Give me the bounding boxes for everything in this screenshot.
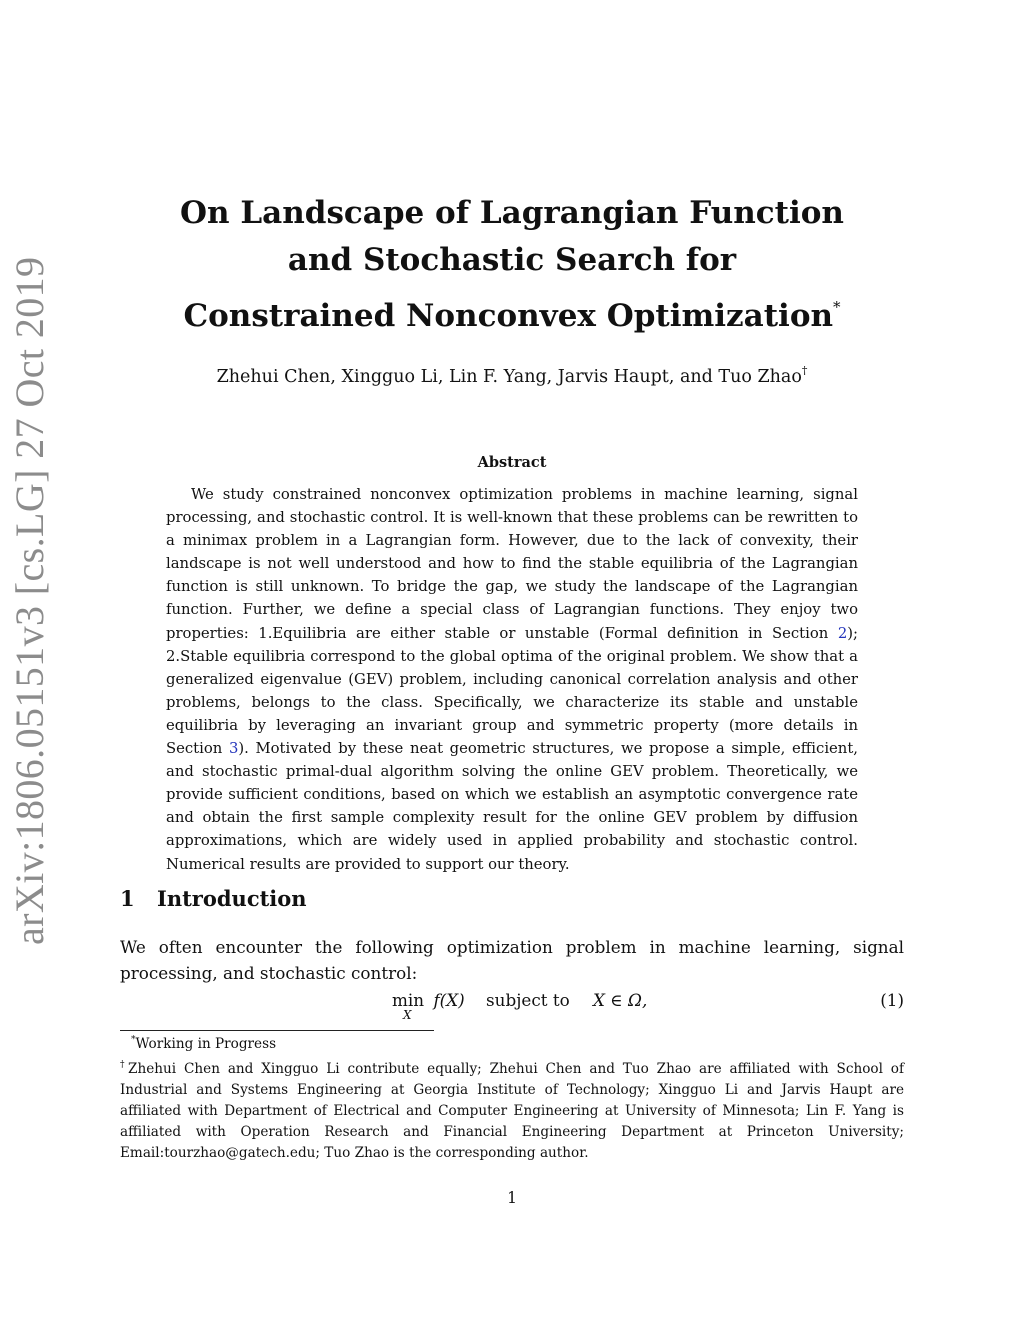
title-line-3 <box>0 284 1024 340</box>
equation-min-text: min <box>392 990 425 1010</box>
equation-number: (1) <box>880 990 904 1010</box>
footnote-1-mark: * <box>131 1035 136 1045</box>
equation-connector: subject to <box>486 990 570 1010</box>
arxiv-side-stamp: arXiv:1806.05151v3 [cs.LG] 27 Oct 2019 <box>7 256 52 945</box>
equation-min-operator <box>392 990 425 1022</box>
footnote-2-mark: † <box>120 1060 129 1070</box>
page-number: 1 <box>507 1189 517 1207</box>
abstract-text-part-1: We study constrained nonconvex optimization problems in machine learning, signal processing, and stochastic control. It is well-known that these problems can be rewritten to a minimax problem in a Lagrangian form. However, due to the lack of convexity, their landscape is not well understood and how to find the stable equilibria of the Lagrangian function is still unknown. To bridge the gap, we study the landscape of the Lagrangian function. Further, we define a special class of Lagrangian functions. They enjoy two properties: 1.Equilibria are either stable or unstable (Formal definition in Section <box>166 486 858 642</box>
authors-footnote-mark[interactable]: † <box>801 364 808 377</box>
section-2-link[interactable]: 2 <box>837 624 848 642</box>
equation-objective: f(X) <box>433 990 465 1010</box>
section-3-link[interactable]: 3 <box>228 740 239 758</box>
abstract-body <box>166 483 858 876</box>
paper-title <box>0 190 1024 340</box>
title-line-1: On Landscape of Lagrangian Function <box>180 195 844 231</box>
footnote-1 <box>131 1035 276 1052</box>
title-footnote-mark[interactable]: * <box>833 298 841 316</box>
footnote-divider <box>120 1030 434 1031</box>
abstract-text-part-3: ). Motivated by these neat geometric structures, we propose a simple, efficient, and stochastic primal-dual algorithm solving the online GEV problem. Theoretically, we provide sufficient conditions, based on which we establish an asymptotic convergence rate and obtain the first sample complexity result for the online GEV problem by diffusion approximations, which are widely used in applied probability and stochastic control. Numerical results are provided to support our theory. <box>166 740 858 873</box>
section-heading-introduction <box>120 886 307 911</box>
section-number: 1 <box>120 886 135 911</box>
introduction-paragraph: We often encounter the following optimization problem in machine learning, signal processing, and stochastic control: <box>120 937 904 983</box>
footnote-2-text: Zhehui Chen and Xingguo Li contribute equally; Zhehui Chen and Tuo Zhao are affiliated with School of Industrial and Systems Engineering at Georgia Institute of Technology; Xingguo Li and Jarvis Haupt are affiliated with Department of Electrical and Computer Engineering at University of Minnesota; Lin F. Yang is affiliated with Operation Research and Financial Engineering Department at Princeton University; Email:tourzhao@gatech.edu; Tuo Zhao is the corresponding author. <box>120 1061 904 1161</box>
footnote-2 <box>120 1055 904 1164</box>
title-line-3-text: Constrained Nonconvex Optimization <box>183 298 834 334</box>
section-title: Introduction <box>157 886 307 911</box>
abstract-text-part-2: ); 2.Stable equilibria correspond to the global optima of the original problem. We show that a generalized eigenvalue (GEV) problem, including canonical correlation analysis and other problems, belongs to the class. Specifically, we characterize its stable and unstable equilibria by leveraging an invariant group and symmetric property (more details in Section <box>166 624 858 758</box>
authors-text: Zhehui Chen, Xingguo Li, Lin F. Yang, Jarvis Haupt, and Tuo Zhao <box>216 367 802 387</box>
equation-constraint: X ∈ Ω, <box>593 990 648 1010</box>
footnote-1-text: Working in Progress <box>135 1036 277 1052</box>
author-list <box>0 364 1024 387</box>
equation-min-subscript: X <box>403 1008 412 1022</box>
equation-1 <box>392 990 648 1022</box>
abstract-heading: Abstract <box>477 454 547 471</box>
title-line-2: and Stochastic Search for <box>287 242 737 278</box>
